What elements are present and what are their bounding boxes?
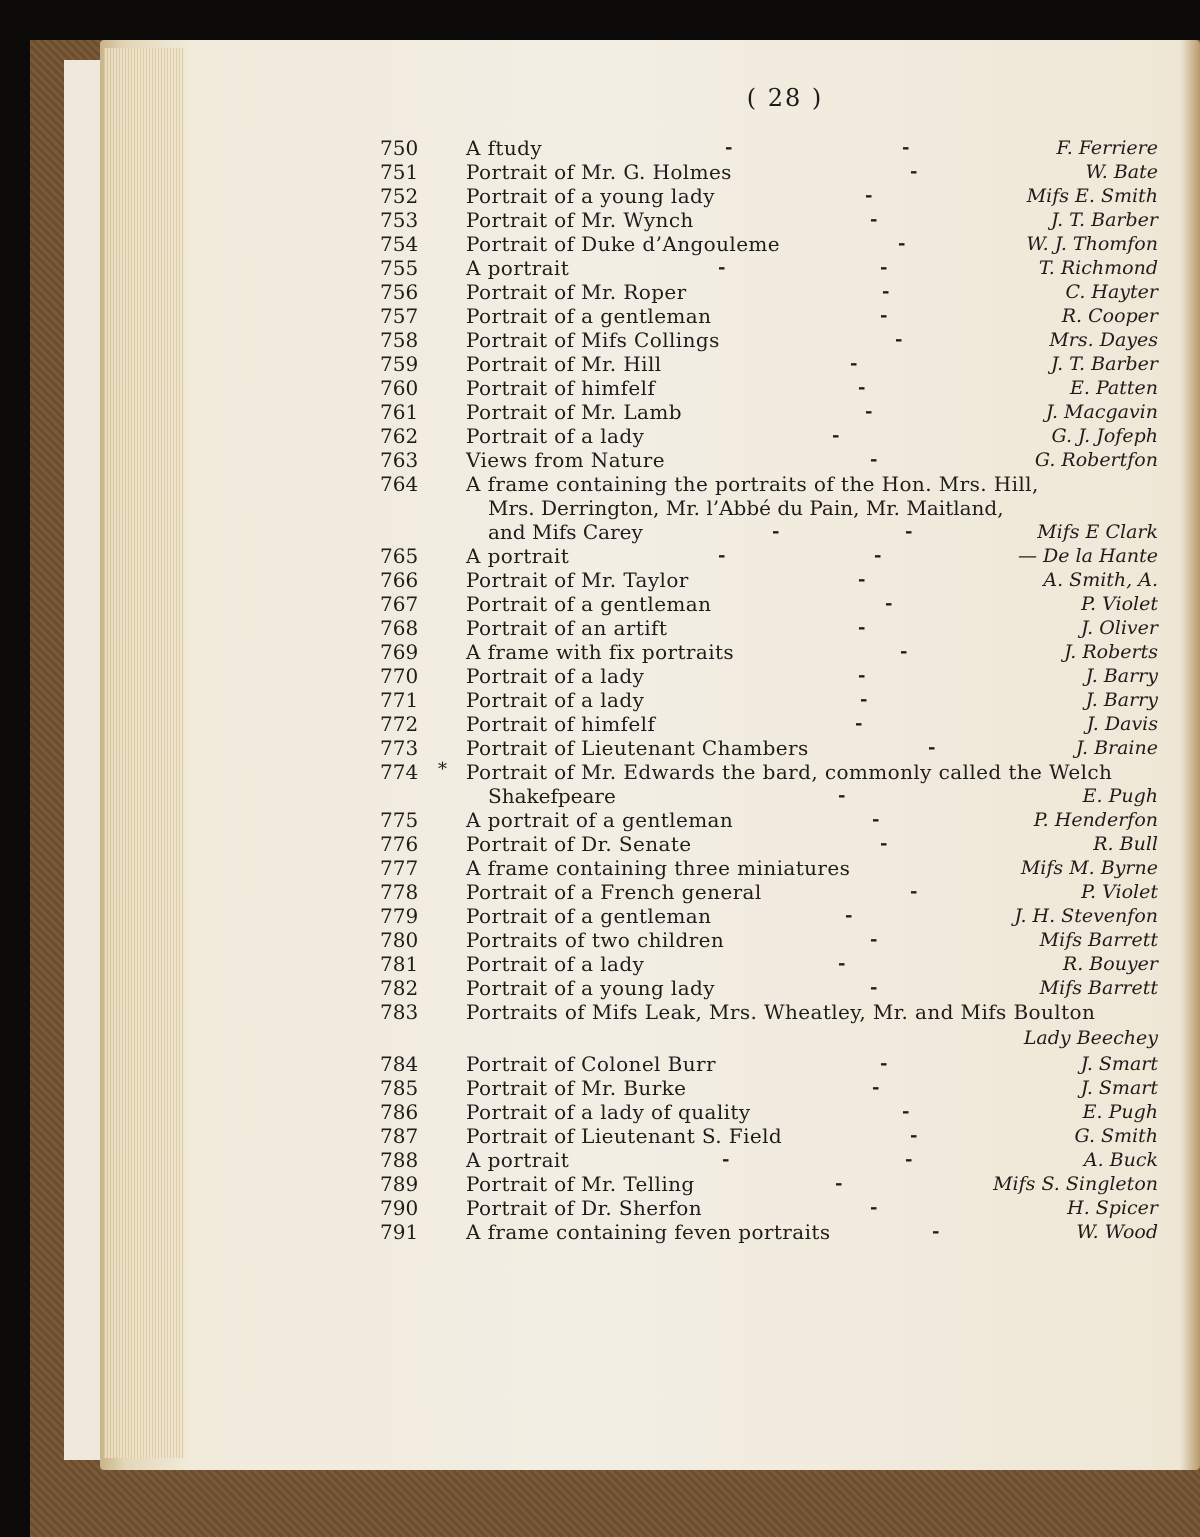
entry-title: Portrait of Dr. Sherfon (466, 1196, 702, 1220)
entry-artist: — De la Hante (1017, 545, 1158, 567)
entry-artist: H. Spicer (1067, 1197, 1158, 1219)
leader-dash: - (932, 1221, 940, 1242)
leader-dash: - (872, 809, 880, 830)
catalogue-entry (380, 472, 1170, 548)
entry-number: 784 (380, 1052, 419, 1076)
catalogue-entry (380, 1220, 1170, 1250)
leader-dash: - (870, 209, 878, 230)
entry-artist: Mifs E Clark (1037, 521, 1158, 543)
leader-dash: - (900, 641, 908, 662)
entry-artist: Mifs Barrett (1039, 977, 1158, 999)
entry-title: Portrait of a gentleman (466, 904, 712, 928)
entry-title-continued: Mrs. Derrington, Mr. l’Abbé du Pain, Mr. Maitland, (488, 496, 1004, 520)
entry-title: Portrait of a young lady (466, 976, 715, 1000)
entry-number: 752 (380, 184, 419, 208)
leader-dash: - (858, 665, 866, 686)
entry-number: 765 (380, 544, 419, 568)
entry-title: Portraits of two children (466, 928, 725, 952)
entry-artist: Lady Beechey (1023, 1027, 1158, 1049)
entry-number: 757 (380, 304, 419, 328)
entry-title: A frame containing feven portraits (466, 1220, 831, 1244)
entry-artist: J. H. Stevenfon (1014, 905, 1158, 927)
entry-title-continued: and Mifs Carey (488, 520, 643, 544)
entry-title: Portrait of Lieutenant Chambers (466, 736, 809, 760)
entry-artist: T. Richmond (1038, 257, 1158, 279)
entry-artist: J. Braine (1075, 737, 1158, 759)
leader-dash: - (858, 617, 866, 638)
entry-number: 768 (380, 616, 419, 640)
entry-number: 750 (380, 136, 419, 160)
leader-dash: - (882, 281, 890, 302)
entry-artist: J. Davis (1086, 713, 1158, 735)
leader-dash: - (835, 1173, 843, 1194)
leader-dash: - (910, 881, 918, 902)
entry-number: 771 (380, 688, 419, 712)
leader-dash: - (838, 785, 846, 806)
leader-dash: - (772, 521, 780, 542)
leader-dash: - (905, 1149, 913, 1170)
entry-title: A frame with fix portraits (466, 640, 735, 664)
entry-number: 762 (380, 424, 419, 448)
entry-number: 786 (380, 1100, 419, 1124)
entry-number: 790 (380, 1196, 419, 1220)
entry-artist: J. Barry (1085, 665, 1158, 687)
entry-title: Portrait of Mifs Collings (466, 328, 720, 352)
catalogue-entry (380, 1000, 1170, 1052)
entry-number: 753 (380, 208, 419, 232)
leader-dash: - (874, 545, 882, 566)
entry-number: 772 (380, 712, 419, 736)
entry-number: 791 (380, 1220, 419, 1244)
entry-title: Portrait of a gentleman (466, 304, 712, 328)
entry-artist: W. Wood (1076, 1221, 1158, 1243)
entry-title: Portraits of Mifs Leak, Mrs. Wheatley, Mr. and Mifs Boulton (466, 1000, 1096, 1024)
entry-number: 755 (380, 256, 419, 280)
entry-number: 787 (380, 1124, 419, 1148)
entry-number: 759 (380, 352, 419, 376)
entry-title: Portrait of Mr. Hill (466, 352, 662, 376)
entry-artist: E. Pugh (1082, 1101, 1158, 1123)
leader-dash: - (902, 137, 910, 158)
entry-artist: W. J. Thomfon (1026, 233, 1158, 255)
entry-title: Portrait of a French general (466, 880, 762, 904)
entry-number: 777 (380, 856, 419, 880)
entry-number: 788 (380, 1148, 419, 1172)
leader-dash: - (885, 593, 893, 614)
entry-number: 770 (380, 664, 419, 688)
catalogue-entry (380, 760, 1170, 812)
entry-title: A portrait (466, 256, 570, 280)
entry-number: 776 (380, 832, 419, 856)
entry-number: 789 (380, 1172, 419, 1196)
entry-artist: J. Oliver (1080, 617, 1158, 639)
entry-title: A frame containing the portraits of the Hon. Mrs. Hill, (466, 472, 1039, 496)
entry-number: 775 (380, 808, 419, 832)
entry-number: 769 (380, 640, 419, 664)
leader-dash: - (718, 545, 726, 566)
entry-number: 763 (380, 448, 419, 472)
entry-title: Portrait of Dr. Senate (466, 832, 692, 856)
entry-title: Portrait of himfelf (466, 712, 656, 736)
leader-dash: - (870, 449, 878, 470)
leader-dash: - (880, 1053, 888, 1074)
entry-artist: R. Bouyer (1062, 953, 1158, 975)
entry-artist: C. Hayter (1065, 281, 1158, 303)
leader-dash: - (905, 521, 913, 542)
entry-artist: J. Macgavin (1045, 401, 1158, 423)
entry-title: Portrait of a lady of quality (466, 1100, 751, 1124)
entry-number: 785 (380, 1076, 419, 1100)
leader-dash: - (865, 401, 873, 422)
leader-dash: - (860, 689, 868, 710)
leader-dash: - (858, 377, 866, 398)
leader-dash: - (838, 953, 846, 974)
page-number: ( 28 ) (746, 84, 824, 112)
asterisk-mark: * (438, 759, 447, 780)
leader-dash: - (718, 257, 726, 278)
leader-dash: - (910, 1125, 918, 1146)
entry-title: Portrait of Colonel Burr (466, 1052, 716, 1076)
entry-number: 783 (380, 1000, 419, 1024)
entry-number: 779 (380, 904, 419, 928)
leader-dash: - (872, 1077, 880, 1098)
entry-title: Portrait of Mr. Taylor (466, 568, 689, 592)
entry-artist: R. Cooper (1061, 305, 1158, 327)
entry-number: 767 (380, 592, 419, 616)
entry-artist: G. Smith (1074, 1125, 1158, 1147)
entry-artist: P. Henderfon (1033, 809, 1158, 831)
entry-number: 774 (380, 760, 419, 784)
entry-number: 766 (380, 568, 419, 592)
leader-dash: - (845, 905, 853, 926)
entry-title: Views from Nature (466, 448, 665, 472)
entry-artist: J. Smart (1080, 1053, 1158, 1075)
entry-number: 780 (380, 928, 419, 952)
entry-artist: A. Smith, A. (1043, 569, 1158, 591)
leader-dash: - (902, 1101, 910, 1122)
leader-dash: - (855, 713, 863, 734)
entry-title: A ftudy (466, 136, 543, 160)
entry-number: 778 (380, 880, 419, 904)
entry-title: Portrait of Lieutenant S. Field (466, 1124, 783, 1148)
leader-dash: - (880, 833, 888, 854)
entry-number: 764 (380, 472, 419, 496)
leader-dash: - (725, 137, 733, 158)
entry-artist: P. Violet (1081, 881, 1158, 903)
leader-dash: - (722, 1149, 730, 1170)
entry-artist: E. Pugh (1082, 785, 1158, 807)
entry-artist: E. Patten (1070, 377, 1158, 399)
entry-artist: Mifs M. Byrne (1020, 857, 1158, 879)
entry-artist: G. J. Jofeph (1051, 425, 1158, 447)
entry-artist: J. Roberts (1064, 641, 1158, 663)
entry-artist: Mifs Barrett (1039, 929, 1158, 951)
leader-dash: - (858, 569, 866, 590)
leader-dash: - (910, 161, 918, 182)
leader-dash: - (832, 425, 840, 446)
entry-artist: P. Violet (1081, 593, 1158, 615)
entry-artist: A. Buck (1083, 1149, 1158, 1171)
entry-number: 754 (380, 232, 419, 256)
entry-number: 758 (380, 328, 419, 352)
leader-dash: - (898, 233, 906, 254)
entry-artist: Mrs. Dayes (1049, 329, 1158, 351)
entry-title: Portrait of a lady (466, 952, 645, 976)
entry-title: Portrait of a lady (466, 688, 645, 712)
entry-title: A portrait (466, 1148, 570, 1172)
entry-title-continued: Shakefpeare (488, 784, 616, 808)
leader-dash: - (880, 305, 888, 326)
entry-title: Portrait of an artift (466, 616, 668, 640)
entry-number: 773 (380, 736, 419, 760)
entry-title: Portrait of Mr. Roper (466, 280, 687, 304)
entry-title: A portrait of a gentleman (466, 808, 734, 832)
entry-artist: W. Bate (1085, 161, 1158, 183)
leader-dash: - (880, 257, 888, 278)
entry-title: Portrait of Mr. Burke (466, 1076, 687, 1100)
entry-number: 761 (380, 400, 419, 424)
entry-title: Portrait of Mr. Telling (466, 1172, 695, 1196)
leader-dash: - (870, 1197, 878, 1218)
entry-title: Portrait of a lady (466, 424, 645, 448)
entry-title: Portrait of Mr. Lamb (466, 400, 682, 424)
entry-artist: J. T. Barber (1050, 353, 1158, 375)
entry-number: 756 (380, 280, 419, 304)
entry-title: Portrait of Mr. Wynch (466, 208, 694, 232)
entry-title: Portrait of a gentleman (466, 592, 712, 616)
leader-dash: - (870, 977, 878, 998)
entry-number: 760 (380, 376, 419, 400)
leader-dash: - (870, 929, 878, 950)
entry-artist: J. Barry (1085, 689, 1158, 711)
entry-title: A portrait (466, 544, 570, 568)
entry-title: Portrait of a lady (466, 664, 645, 688)
entry-title: Portrait of Mr. Edwards the bard, commonly called the Welch (466, 760, 1113, 784)
entry-artist: F. Ferriere (1056, 137, 1158, 159)
entry-number: 751 (380, 160, 419, 184)
entry-artist: J. T. Barber (1050, 209, 1158, 231)
leader-dash: - (850, 353, 858, 374)
entry-artist: J. Smart (1080, 1077, 1158, 1099)
entry-number: 781 (380, 952, 419, 976)
entry-artist: Mifs S. Singleton (993, 1173, 1158, 1195)
leader-dash: - (928, 737, 936, 758)
entry-artist: G. Robertfon (1034, 449, 1158, 471)
entry-title: A frame containing three miniatures (466, 856, 851, 880)
entry-number: 782 (380, 976, 419, 1000)
entry-artist: Mifs E. Smith (1026, 185, 1158, 207)
leader-dash: - (865, 185, 873, 206)
entry-title: Portrait of Mr. G. Holmes (466, 160, 732, 184)
entry-artist: R. Bull (1093, 833, 1158, 855)
entry-title: Portrait of a young lady (466, 184, 715, 208)
entry-title: Portrait of himfelf (466, 376, 656, 400)
entry-title: Portrait of Duke d’Angouleme (466, 232, 781, 256)
leader-dash: - (895, 329, 903, 350)
